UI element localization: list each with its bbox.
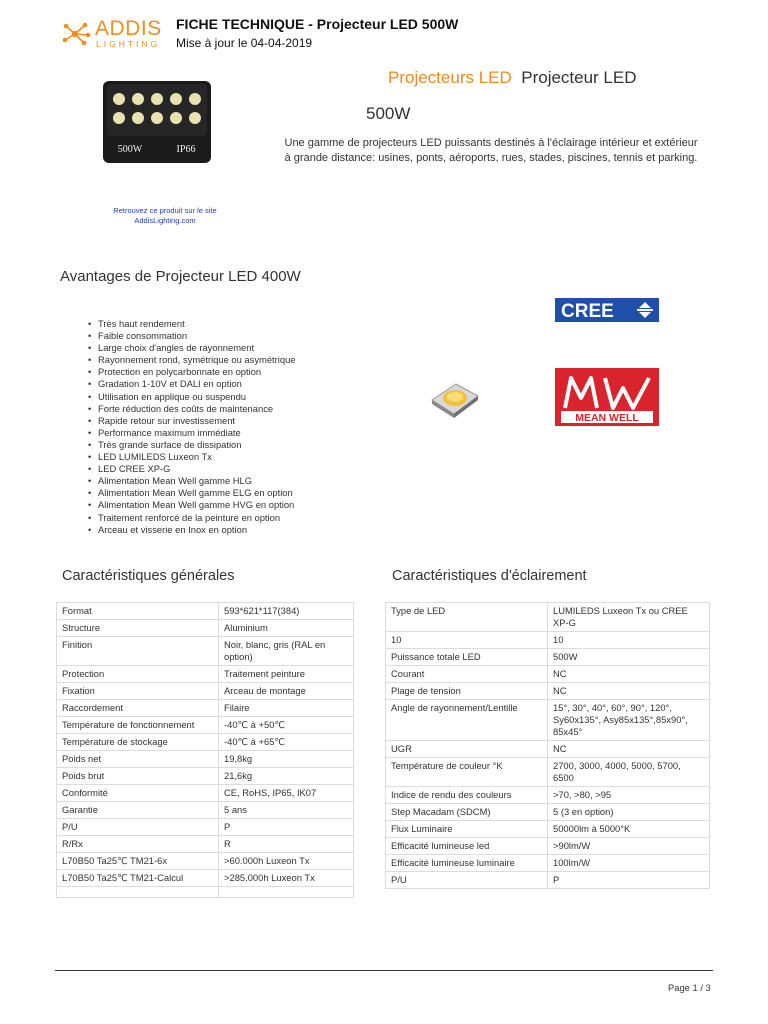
spec-value: 100lm/W [548,855,710,872]
spec-value: Traitement peinture [219,666,354,683]
site-link-text[interactable]: Retrouvez ce produit sur le site [113,206,217,215]
spec-value: >70, >80, >95 [548,787,710,804]
spec-key: Format [57,603,219,620]
spec-value: LUMILEDS Luxeon Tx ou CREE XP-G [548,603,710,632]
spec-key: Poids brut [57,768,219,785]
product-category: Projecteurs LED [388,68,512,87]
spec-value: Filaire [219,700,354,717]
table-row [57,603,354,620]
spec-key: Poids net [57,751,219,768]
product-name-line1: Projecteur LED [521,68,637,87]
spec-key: Protection [57,666,219,683]
table-row [57,637,354,666]
page-number: Page 1 / 3 [668,982,711,993]
floodlight-ip-label: IP66 [176,144,196,155]
product-description: Une gamme de projecteurs LED puissants destinés à l'éclairage intérieur et extérieur à grande distance: usines, ponts, aéroports, rues, stades, piscines, tennis et parking. [284,137,698,164]
spec-key: Flux Luminaire [386,821,548,838]
spec-key: Efficacité lumineuse luminaire [386,855,548,872]
table-row [386,821,710,838]
table-row [386,649,710,666]
table-row [386,872,710,889]
lighting-specs-title: Caractéristiques d'éclairement [392,568,587,584]
site-link-url[interactable]: AddisLighting.com [134,216,196,225]
table-row [386,700,710,741]
list-item: • Rapide retour sur investissement [88,415,296,427]
list-item: • Très haut rendement [88,318,296,330]
update-date: Mise à jour le 04-04-2019 [176,36,313,50]
spec-value: 2700, 3000, 4000, 5000, 5700, 6500 [548,758,710,787]
table-row [386,683,710,700]
spec-key: Type de LED [386,603,548,632]
advantages-title: Avantages de Projecteur LED 400W [60,268,301,285]
spec-key: Température de couleur °K [386,758,548,787]
spec-key: P/U [57,819,219,836]
spec-value: >285.000h Luxeon Tx [219,870,354,887]
spec-value: 5 (3 en option) [548,804,710,821]
list-item: • Alimentation Mean Well gamme HLG [88,475,296,487]
table-row [57,819,354,836]
spec-key: Garantie [57,802,219,819]
table-row [57,620,354,637]
spec-key: Puissance totale LED [386,649,548,666]
list-item: • Alimentation Mean Well gamme ELG en option [88,487,296,499]
spec-value: 21,6kg [219,768,354,785]
table-row [386,838,710,855]
meanwell-logo-text: MEAN WELL [575,412,639,424]
table-row [57,836,354,853]
spec-value: 10 [548,632,710,649]
cree-logo-text: CREE [561,301,614,322]
lighting-specs-table [385,602,710,889]
spec-value: Arceau de montage [219,683,354,700]
brand-subtitle: LIGHTING [96,39,161,49]
spec-value: CE, RoHS, IP65, IK07 [219,785,354,802]
table-row [57,785,354,802]
list-item: • Traitement renforcé de la peinture en option [88,512,296,524]
list-item: • LED CREE XP-G [88,463,296,475]
table-row [57,666,354,683]
spec-value: 593*621*117(384) [219,603,354,620]
general-specs-table [56,602,354,898]
empty-cell [57,887,219,898]
spec-value: -40℃ à +65℃ [219,734,354,751]
list-item: • Très grande surface de dissipation [88,439,296,451]
spec-value: NC [548,683,710,700]
spec-value: 5 ans [219,802,354,819]
spec-value: 500W [548,649,710,666]
footer-divider [55,970,713,971]
table-row-empty [57,887,354,898]
product-name-line2: 500W [366,104,411,123]
list-item: • Large choix d'angles de rayonnement [88,342,296,354]
list-item: • Utilisation en applique ou suspendu [88,391,296,403]
table-row [386,741,710,758]
spec-value: Aluminium [219,620,354,637]
list-item: • Arceau et visserie en Inox en option [88,524,296,536]
table-row [386,758,710,787]
spec-key: Efficacité lumineuse led [386,838,548,855]
list-item: • Performance maximum immédiate [88,427,296,439]
table-row [386,855,710,872]
table-row [386,603,710,632]
spec-key: Conformité [57,785,219,802]
advantages-list [88,318,296,536]
table-row [386,666,710,683]
table-row [57,853,354,870]
floodlight-image [100,78,214,166]
spec-value: 19,8kg [219,751,354,768]
list-item: • LED LUMILEDS Luxeon Tx [88,451,296,463]
spec-key: Angle de rayonnement/Lentille [386,700,548,741]
spec-key: Température de fonctionnement [57,717,219,734]
table-row [57,683,354,700]
spec-key: R/Rx [57,836,219,853]
spec-key: Plage de tension [386,683,548,700]
spec-key: Fixation [57,683,219,700]
spec-key: P/U [386,872,548,889]
spec-value: >90lm/W [548,838,710,855]
table-row [57,751,354,768]
spec-value: -40℃ à +50℃ [219,717,354,734]
cree-logo [555,298,659,322]
spec-key: UGR [386,741,548,758]
spec-value: NC [548,666,710,683]
general-specs-title: Caractéristiques générales [62,568,235,584]
spec-key: 10 [386,632,548,649]
spec-key: Indice de rendu des couleurs [386,787,548,804]
list-item: • Gradation 1-10V et DALI en option [88,378,296,390]
table-row [57,768,354,785]
spec-key: Raccordement [57,700,219,717]
list-item: • Rayonnement rond, symétrique ou asymétrique [88,354,296,366]
floodlight-power-label: 500W [117,144,143,155]
product-title [388,68,637,88]
spec-value: 15°, 30°, 40°, 60°, 90°, 120°, Sy60x135°, Asy85x135°,85x90°, 85x45° [548,700,710,741]
spec-key: Step Macadam (SDCM) [386,804,548,821]
spec-value: R [219,836,354,853]
table-row [386,787,710,804]
list-item: • Protection en polycarbonnate en option [88,366,296,378]
list-item: • Alimentation Mean Well gamme HVG en option [88,499,296,511]
spec-key: Structure [57,620,219,637]
table-row [386,804,710,821]
table-row [386,632,710,649]
brand-name: ADDIS [95,17,162,40]
table-row [57,870,354,887]
table-row [57,700,354,717]
list-item: • Faible consommation [88,330,296,342]
spec-key: Courant [386,666,548,683]
spec-key: L70B50 Ta25℃ TM21-6x [57,853,219,870]
meanwell-logo [555,368,659,426]
spec-key: Finition [57,637,219,666]
empty-cell [219,887,354,898]
spec-value: NC [548,741,710,758]
spec-key: L70B50 Ta25℃ TM21-Calcul [57,870,219,887]
table-row [57,734,354,751]
spec-value: 50000lm à 5000°K [548,821,710,838]
spec-value: >60.000h Luxeon Tx [219,853,354,870]
spec-value: P [219,819,354,836]
table-row [57,802,354,819]
list-item: • Forte réduction des coûts de maintenance [88,403,296,415]
spec-key: Température de stockage [57,734,219,751]
spec-value: P [548,872,710,889]
spec-value: Noir, blanc, gris (RAL en option) [219,637,354,666]
table-row [57,717,354,734]
led-chip-image [428,376,482,420]
document-title: FICHE TECHNIQUE - Projecteur LED 500W [176,16,459,32]
